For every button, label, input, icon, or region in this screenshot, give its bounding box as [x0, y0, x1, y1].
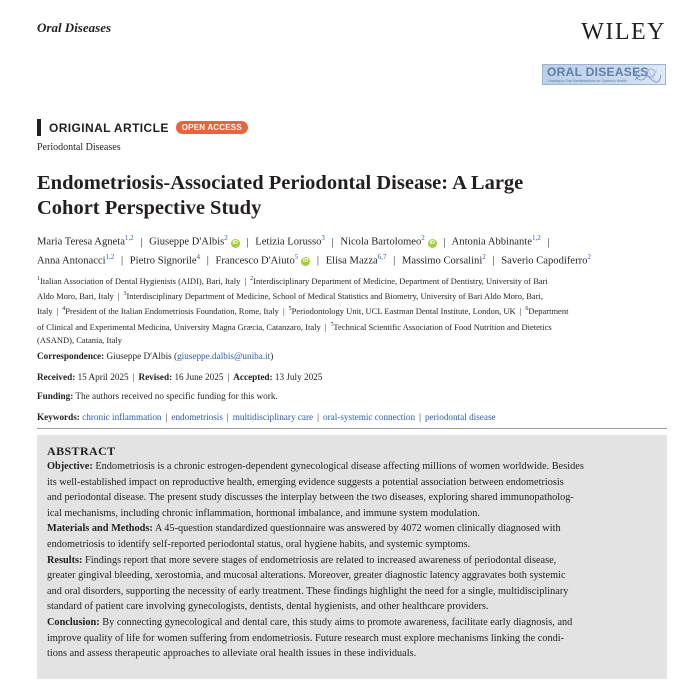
- author-affiliation: 3: [321, 234, 325, 242]
- keyword-link[interactable]: chronic inflammation: [82, 412, 162, 422]
- orcid-icon[interactable]: iD: [232, 239, 239, 246]
- author-name[interactable]: Letizia Lorusso: [255, 236, 322, 248]
- journal-name[interactable]: Oral Diseases: [37, 20, 112, 35]
- affiliation: Italian Association of Dental Hygienists (AIDI), Bari, Italy: [40, 275, 241, 286]
- author-affiliation: 2: [482, 252, 486, 261]
- orcid-icon[interactable]: iD: [303, 258, 309, 265]
- article-type-bar: [37, 119, 41, 136]
- abstract-heading: ABSTRACT: [47, 444, 116, 458]
- author-line: Anna Antonacci$^{1,2}$ | Pietro Signorile$^4$ | Francesco D'Aiuto$^5$iD | Elisa Mazza$^{6,7}$ | Massimo Corsalini$^2$ | Saverio Capodiferro$^2$: [37, 252, 591, 267]
- author-name[interactable]: Antonia Abbinante: [451, 236, 532, 248]
- article-type-row: [37, 119, 248, 136]
- abstract-box: ABSTRACT Objective: Endometriosis is a chronic estrogen-dependent gynecological disease affecting millions of women worldwide. Besides its well-established impact on reproductive health, emerging evidence suggests a potential association between endometriosis and periodontal disease. The present study discusses the interplay between the two diseases, exploring shared immunopatholog- ical mechanisms, including chronic inflammation, hormonal imbalance, and immune system modulation. Materials and Methods: A 45-question standardized questionnaire was answered by 4072 women clinically diagnosed with endometriosis to identify self-reported periodontal status, oral hygiene habits, and systemic symptoms. Results: Findings report that more severe stages of endometriosis are related to increased awareness of periodontal disease, greater gingival bleeding, xerostomia, and mucosal alterations. Moreover, greater diagnostic latency aggravates both systemic and oral disorders, supporting the necessity of early treatment. These findings highlight the need for a single, multidisciplinary standard of patient care involving gynecologists, dentists, dental hygienists, and other healthcare providers. Conclusion: By connecting gynecological and dental care, this study aims to promote awareness, facilitate early diagnosis, and improve quality of life for women suffering from endometriosis. Future research must explore mechanisms linking the condi- tions and assess therapeutic approaches to alleviate oral health issues in these individuals.: [37, 435, 667, 679]
- title-line: Endometriosis-Associated Periodontal Disease: A Large: [37, 172, 524, 194]
- affiliation-line: $^1$Italian Association of Dental Hygienists (AIDI), Bari, Italy | $^2$Interdisciplinary Department of Medicine, Department of Dentistry, University of Bari: [37, 275, 548, 286]
- author-name[interactable]: Elisa Mazza: [325, 255, 378, 267]
- title-line: Cohort Perspective Study: [37, 197, 262, 219]
- author-affiliation: 5: [294, 252, 299, 261]
- correspondence: Correspondence: Giuseppe D'Albis (giuseppe.dalbis@uniba.it): [37, 351, 274, 361]
- author-affiliation: 2: [224, 234, 228, 242]
- affiliation: President of the Italian Endometriosis Foundation, Rome, Italy: [65, 306, 279, 317]
- funding: Funding: The authors received no specific funding for this work.: [37, 391, 278, 401]
- affiliation: Interdisciplinary Department of Medicine, Department of Dentistry, University of Bari: [253, 275, 548, 286]
- author-name[interactable]: Giuseppe D'Albis: [149, 236, 225, 248]
- affiliations: [37, 273, 669, 347]
- author-name[interactable]: Saverio Capodiferro: [501, 255, 588, 267]
- banner-title: ORAL DISEASES: [547, 65, 649, 79]
- author-name[interactable]: Anna Antonacci: [37, 255, 106, 267]
- keyword-link[interactable]: endometriosis: [171, 412, 223, 422]
- author-name[interactable]: Pietro Signorile: [129, 255, 197, 267]
- email-link[interactable]: giuseppe.dalbis@uniba.it: [177, 351, 271, 361]
- author-affiliation: 2: [587, 252, 591, 261]
- keywords: Keywords: chronic inflammation | endometriosis | multidisciplinary care | oral-systemic connection | periodontal disease: [37, 412, 496, 422]
- affiliation-line: of Clinical and Experimental Medicina, University Magna Græcia, Catanzaro, Italy | $^7$Technical Scientific Association of Food Nutrition and Dietetics: [37, 321, 552, 332]
- article-title: [37, 171, 667, 221]
- affiliation-line: (ASAND), Catania, Italy: [37, 334, 122, 345]
- divider: [37, 428, 667, 429]
- open-access-badge[interactable]: OPEN ACCESS: [176, 121, 248, 134]
- banner-artwork-icon: [633, 67, 663, 83]
- author-name[interactable]: Nicola Bartolomeo: [340, 236, 422, 248]
- affiliation-line: Italy | $^4$President of the Italian Endometriosis Foundation, Rome, Italy | $^5$Periodontology Unit, UCL Eastman Dental Institute, London, UK | $^6$Department: [37, 306, 569, 317]
- banner-subtitle: Leading to Oral Manifestations for Systemic Health: [548, 79, 627, 83]
- author-affiliation: 1,2: [124, 234, 134, 242]
- keyword-link[interactable]: periodontal disease: [424, 412, 496, 422]
- orcid-icon[interactable]: iD: [429, 239, 436, 246]
- author-affiliation: 6,7: [377, 252, 387, 261]
- author-line: Maria Teresa Agneta$^{1,2}$ | Giuseppe D'Albis$^2$iD | Letizia Lorusso$^3$ | Nicola Bartolomeo$^2$iD | Antonia Abbinante$^{1,2}$ |: [37, 234, 550, 248]
- author-name[interactable]: Massimo Corsalini: [401, 255, 483, 267]
- author-affiliation: 1,2: [531, 234, 541, 242]
- journal-banner[interactable]: [542, 64, 666, 85]
- publisher-logo[interactable]: WILEY: [581, 19, 666, 45]
- keyword-link[interactable]: oral-systemic connection: [322, 412, 416, 422]
- affiliation: Periodontology Unit, UCL Eastman Dental Institute, London, UK: [291, 306, 516, 317]
- author-list: [37, 231, 669, 268]
- author-affiliation: 2: [421, 234, 425, 242]
- dates: Received: 15 April 2025 | Revised: 16 June 2025 | Accepted: 13 July 2025: [37, 372, 323, 382]
- affiliation-line: Aldo Moro, Bari, Italy | $^3$Interdisciplinary Department of Medicine, School of Medical Statistics and Biometry, University of Bari Aldo Moro, Bari,: [37, 291, 544, 302]
- author-name[interactable]: Maria Teresa Agneta: [37, 236, 125, 248]
- article-type-label: ORIGINAL ARTICLE: [49, 120, 169, 135]
- article-section: Periodontal Diseases: [37, 142, 121, 153]
- author-affiliation: 4: [196, 252, 201, 261]
- author-name[interactable]: Francesco D'Aiuto: [215, 255, 295, 267]
- keyword-link[interactable]: multidisciplinary care: [232, 412, 314, 422]
- author-affiliation: 1,2: [105, 252, 115, 261]
